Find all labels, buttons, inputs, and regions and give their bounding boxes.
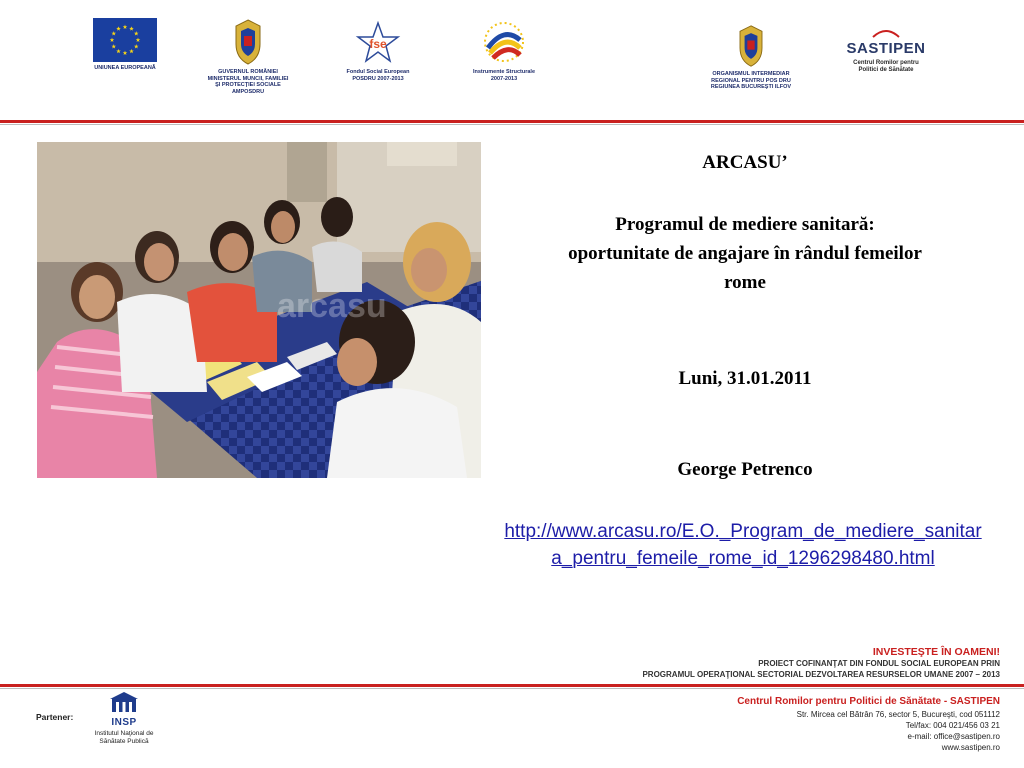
- contact-address: Str. Mircea cel Bătrân 76, sector 5, Bucureşti, cod 051112: [796, 710, 1000, 719]
- group-workshop-photo: [37, 142, 481, 478]
- header-divider-shadow: [0, 124, 1024, 125]
- source-link[interactable]: http://www.arcasu.ro/E.O._Program_de_mediere_sanitara_pentru_femeile_rome_id_1296298480.html: [504, 521, 982, 569]
- sastipen-logo: [836, 28, 936, 74]
- program-title: [500, 210, 990, 297]
- insp-caption: Institutul Naţional de Sănătate Publică: [94, 730, 154, 745]
- fse-caption: Fondul Social European POSDRU 2007-2013: [346, 69, 410, 82]
- program-title-line-3: rome: [724, 272, 766, 293]
- event-date: Luni, 31.01.2011: [678, 368, 812, 389]
- oirpos-logo: [696, 24, 806, 91]
- program-title-line-2: oportunitate de angajare în rândul femeilor: [568, 243, 922, 264]
- eu-caption: UNIUNEA EUROPEANĂ: [94, 65, 156, 71]
- sastipen-logo-icon: [871, 28, 901, 38]
- insp-wordmark: INSP: [111, 717, 137, 728]
- oirpos-caption: ORGANISMUL INTERMEDIAR REGIONAL PENTRU POS DRU REGIUNEA BUCUREŞTI ILFOV: [710, 71, 792, 90]
- footer-divider: [0, 684, 1024, 687]
- romanian-coat-of-arms-icon: [733, 24, 769, 68]
- banner-title: INVESTEŞTE ÎN OAMENI!: [872, 646, 1000, 658]
- svg-text:fse: fse: [369, 37, 387, 51]
- instrumente-structurale-logo: [462, 18, 546, 82]
- sastipen-caption: Centrul Romilor pentru Politici de Sănătate: [853, 60, 919, 73]
- romanian-coat-of-arms-icon: [230, 18, 266, 66]
- contact-email: e-mail: office@sastipen.ro: [907, 732, 1000, 741]
- banner-line-2: PROGRAMUL OPERAŢIONAL SECTORIAL DEZVOLTAREA RESURSELOR UMANE 2007 – 2013: [642, 670, 1000, 679]
- organization-name: ARCASU’: [702, 152, 788, 173]
- insp-building-icon: [109, 692, 139, 712]
- government-caption: GUVERNUL ROMÂNIEI MINISTERUL MUNCII, FAMILIEI ŞI PROTECŢIEI SOCIALE AMPOSDRU: [207, 69, 289, 95]
- banner-line-1: PROIECT COFINANŢAT DIN FONDUL SOCIAL EUROPEAN PRIN: [758, 659, 1000, 668]
- photo-illustration: [37, 142, 481, 478]
- fse-logo: [336, 20, 420, 82]
- sastipen-wordmark: SASTIPEN: [846, 40, 926, 57]
- government-logo: [198, 18, 298, 95]
- fse-star-logo-icon: [353, 20, 403, 66]
- eu-flag-icon: [93, 18, 157, 62]
- partner-label: Partener:: [36, 712, 74, 722]
- photo-watermark: arcasu: [277, 287, 387, 325]
- insp-logo: [84, 692, 164, 745]
- contact-phone: Tel/fax: 004 021/456 03 21: [905, 721, 1000, 730]
- instrumente-caption: Instrumente Structurale 2007-2013: [472, 69, 536, 82]
- author-name: George Petrenco: [677, 459, 813, 480]
- instrumente-structurale-logo-icon: [478, 18, 530, 66]
- eu-logo: [84, 18, 166, 72]
- contact-organization: Centrul Romilor pentru Politici de Sănătate - SASTIPEN: [737, 696, 1000, 707]
- contact-website: www.sastipen.ro: [941, 743, 1000, 752]
- program-title-line-1: Programul de mediere sanitară:: [615, 214, 875, 235]
- footer-divider-shadow: [0, 688, 1024, 689]
- header-divider: [0, 120, 1024, 123]
